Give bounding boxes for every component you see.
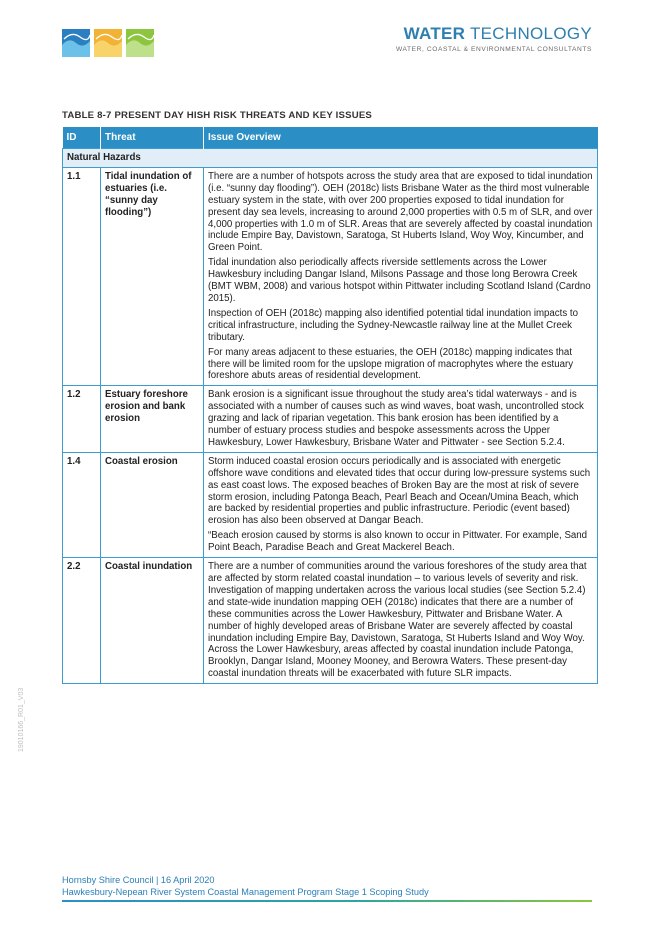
wave-logo-icon [62, 29, 154, 57]
footer-divider [62, 900, 592, 902]
row-id: 1.2 [63, 386, 101, 453]
row-issue [204, 386, 598, 453]
issue-paragraph: Tidal inundation also periodically affects riverside settlements across the Lower Hawkesbury including Dangar Island, Milsons Passage and those long Berowra Creek (BMT WBM, 2008) and various hotspot within Pittwater including Scotland Island (Cardno 2015). [208, 257, 591, 304]
table-row [63, 452, 598, 557]
row-issue [204, 167, 598, 385]
footer-project-title: Hawkesbury-Nepean River System Coastal Management Program Stage 1 Scoping Study [62, 887, 429, 897]
issue-paragraph: For many areas adjacent to these estuaries, the OEH (2018c) mapping indicates that there will be limited room for the upslope migration of macrophytes where the estuary foreshore abuts areas of residential development. [208, 346, 574, 382]
row-threat: Coastal erosion [101, 452, 204, 557]
row-id: 1.1 [63, 167, 101, 385]
company-logo [396, 25, 592, 53]
table-header-row [63, 127, 598, 149]
issue-paragraph: Bank erosion is a significant issue throughout the study area’s tidal waterways - and is associated with a number of causes such as wind waves, boat wash, uncontrolled stock grazing and lack of riparian vegetation. This bank erosion has been identified by a number of estuary process studies and bespoke assessments across the Upper Hawkesbury, Lower Hawkesbury, Brisbane Water and Pittwater - see Section 5.2.4. [208, 389, 584, 448]
column-header-threat: Threat [101, 127, 204, 149]
category-label: Natural Hazards [63, 149, 598, 168]
issue-paragraph: There are a number of hotspots across the study area that are exposed to tidal inundation (i.e. “sunny day flooding”). OEH (2018c) lists Brisbane Water as the third most vulnerable estuary system in the state, with over 200 properties exposed to tidal inundation for present day sea levels, increasing to around 2,000 properties with 0.5 m of SLR, and over 4,000 properties with 1.0 m of SLR. Areas that are severely affected by coastal inundation include Empire Bay, Davistown, Saratoga, St Huberts Island, Woy Woy, Kincumber, and Green Point. [208, 170, 593, 254]
row-threat: Coastal inundation [101, 558, 204, 684]
issue-paragraph: Inspection of OEH (2018c) mapping also identified potential tidal inundation impacts to critical infrastructure, including the Sydney-Newcastle railway line at the Mullet Creek tributary. [208, 307, 578, 343]
document-code: 19010166_R01_V03 [18, 687, 25, 752]
issue-paragraph: “Beach erosion caused by storms is also known to occur in Pittwater. For example, Sand Point Beach, Paradise Beach and Great Mackerel Beach. [208, 530, 588, 554]
category-row [63, 149, 598, 168]
row-threat: Estuary foreshore erosion and bank erosion [101, 386, 204, 453]
table-row [63, 558, 598, 684]
table-row [63, 167, 598, 385]
table-title: TABLE 8-7 PRESENT DAY HISH RISK THREATS AND KEY ISSUES [62, 110, 373, 121]
table-row [63, 386, 598, 453]
page-footer [62, 874, 429, 898]
row-threat: Tidal inundation of estuaries (i.e. “sunny day flooding”) [101, 167, 204, 385]
issue-paragraph: There are a number of communities around the various foreshores of the study area that are affected by storm related coastal inundation – to various levels of severity and risk. Investigation of mapping undertaken across the various local studies (see Section 5.2.4) and state-wide inundation mapping OEH (2018c) indicates that there are a number of these communities across the Lower Hawkesbury, Pittwater and Brisbane Water. A number of highly developed areas of Brisbane Water are severely affected by coastal inundation including Empire Bay, Davistown, Saratoga, St Huberts Island and Woy Woy. Across the Lower Hawkesbury, areas affected by coastal inundation include Patonga, Brooklyn, Dangar Island, Mooney Mooney, and Berowra Waters. These present-day coastal inundation threats will be exacerbated with future SLR impacts. [208, 561, 587, 680]
brand-name: WATER TECHNOLOGY [403, 24, 592, 43]
issue-paragraph: Storm induced coastal erosion occurs periodically and is associated with energetic offshore wave conditions and elevated tides that occur during low-pressure systems such as east coast lows. The exposed beaches of Broken Bay are the most at risk of severe storm erosion, including Patonga Beach, Pearl Beach and Ocean/Umina Beach, which are backed by residential properties and public infrastructure. Periodic (event based) erosion has also been observed at Dangar Beach. [208, 455, 591, 527]
column-header-id: ID [63, 127, 101, 149]
row-id: 1.4 [63, 452, 101, 557]
brand-tagline: WATER, COASTAL & ENVIRONMENTAL CONSULTANTS [395, 46, 592, 53]
row-id: 2.2 [63, 558, 101, 684]
row-issue [204, 558, 598, 684]
column-header-issue: Issue Overview [204, 127, 598, 149]
row-issue [204, 452, 598, 557]
footer-client-date: Hornsby Shire Council | 16 April 2020 [62, 875, 215, 885]
risk-table [62, 127, 598, 684]
